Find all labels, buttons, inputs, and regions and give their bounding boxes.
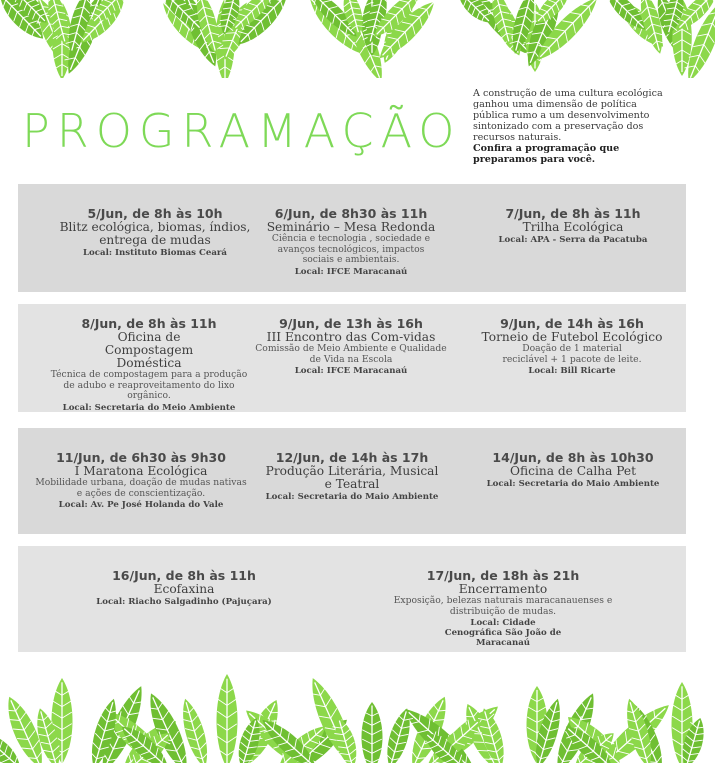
event-description: Comissão de Meio Ambiente e Qualidade de Vida na Escola	[255, 343, 447, 365]
intro-text	[473, 88, 663, 165]
event-location: Local: Cidade Cenográfica São João de Maracanaú	[444, 618, 562, 648]
event-description: Técnica de compostagem para a produção de adubo e reaproveitamento do lixo orgânico.	[50, 369, 248, 401]
event-name: Torneio de Futebol Ecológico	[481, 330, 663, 344]
event-location: Local: IFCE Maracanaú	[294, 266, 408, 277]
event-date: 6/Jun, de 8h30 às 11h	[274, 206, 428, 221]
event-date: 8/Jun, de 8h às 11h	[81, 316, 217, 331]
event-name: Trilha Ecológica	[522, 220, 624, 234]
leaf-decoration	[0, 668, 715, 763]
event-date: 9/Jun, de 13h às 16h	[279, 316, 423, 331]
event-name: Seminário – Mesa Redonda	[266, 220, 436, 234]
event-date: 9/Jun, de 14h às 16h	[500, 316, 644, 331]
bottom-leaf-border	[0, 668, 715, 763]
event-card	[462, 317, 682, 376]
event-card	[468, 207, 678, 245]
event-date: 12/Jun, de 14h às 17h	[275, 450, 429, 465]
event-name: Oficina de Compostagem Doméstica	[104, 330, 194, 370]
event-location: Local: Av. Pe José Holanda do Vale	[58, 500, 224, 510]
event-card	[34, 317, 264, 413]
schedule-row-4	[18, 546, 686, 652]
event-card	[254, 451, 450, 502]
event-card	[258, 207, 444, 277]
event-name: Ecofaxina	[153, 582, 215, 596]
event-description: Mobilidade urbana, doação de mudas nativas e ações de conscientização.	[35, 477, 247, 499]
event-date: 11/Jun, de 6h30 às 9h30	[56, 450, 226, 465]
event-date: 7/Jun, de 8h às 11h	[505, 206, 641, 221]
event-date: 16/Jun, de 8h às 11h	[112, 568, 256, 583]
event-card	[74, 569, 294, 607]
event-location: Local: Instituto Biomas Ceará	[83, 248, 227, 258]
event-card	[246, 317, 456, 376]
schedule-row-2	[18, 304, 686, 412]
event-description: Doação de 1 material reciclável + 1 pacote de leite.	[502, 343, 642, 365]
event-location: Local: APA - Serra da Pacatuba	[498, 235, 648, 245]
event-name: III Encontro das Com-vidas	[266, 330, 436, 344]
event-description: Ciência e tecnologia , sociedade e avanços tecnológicos, impactos sociais e ambientais.	[271, 233, 431, 265]
event-location: Local: Secretaria do Maio Ambiente	[265, 492, 439, 502]
event-location: Local: Secretaria do Maio Ambiente	[486, 479, 660, 489]
event-location: Local: Secretaria do Meio Ambiente	[62, 402, 236, 413]
event-location: Local: Bill Ricarte	[528, 366, 616, 376]
intro-highlight: Confira a programação que preparamos para você.	[473, 143, 620, 165]
top-leaf-border	[0, 0, 715, 78]
event-date: 14/Jun, de 8h às 10h30	[492, 450, 654, 465]
event-name: I Maratona Ecológica	[74, 464, 208, 478]
event-name: Produção Literária, Musical e Teatral	[265, 464, 439, 491]
schedule-row-3	[18, 428, 686, 534]
event-card	[386, 569, 620, 648]
schedule-row-1	[18, 184, 686, 292]
event-location: Local: IFCE Maracanaú	[294, 366, 408, 376]
leaf-icon	[362, 702, 383, 763]
leaf-decoration	[0, 0, 715, 78]
event-card	[26, 451, 256, 510]
event-name: Oficina de Calha Pet	[510, 464, 636, 478]
intro-body: A construção de uma cultura ecológica ganhou uma dimensão de política pública rumo a um desenvolvimento sintonizado com a preservação dos recursos naturais.	[473, 88, 663, 143]
event-date: 17/Jun, de 18h às 21h	[426, 568, 580, 583]
event-name: Blitz ecológica, biomas, índios, entrega de mudas	[59, 220, 251, 247]
leaf-icon	[217, 674, 238, 763]
event-name: Encerramento	[458, 582, 548, 596]
event-location: Local: Riacho Salgadinho (Pajuçara)	[96, 597, 272, 607]
event-card	[40, 207, 270, 258]
event-card	[466, 451, 680, 489]
event-description: Exposição, belezas naturais maracanauenses e distribuição de mudas.	[393, 595, 613, 617]
page-title: PROGRAMAÇÃO	[22, 104, 462, 158]
event-date: 5/Jun, de 8h às 10h	[87, 206, 223, 221]
